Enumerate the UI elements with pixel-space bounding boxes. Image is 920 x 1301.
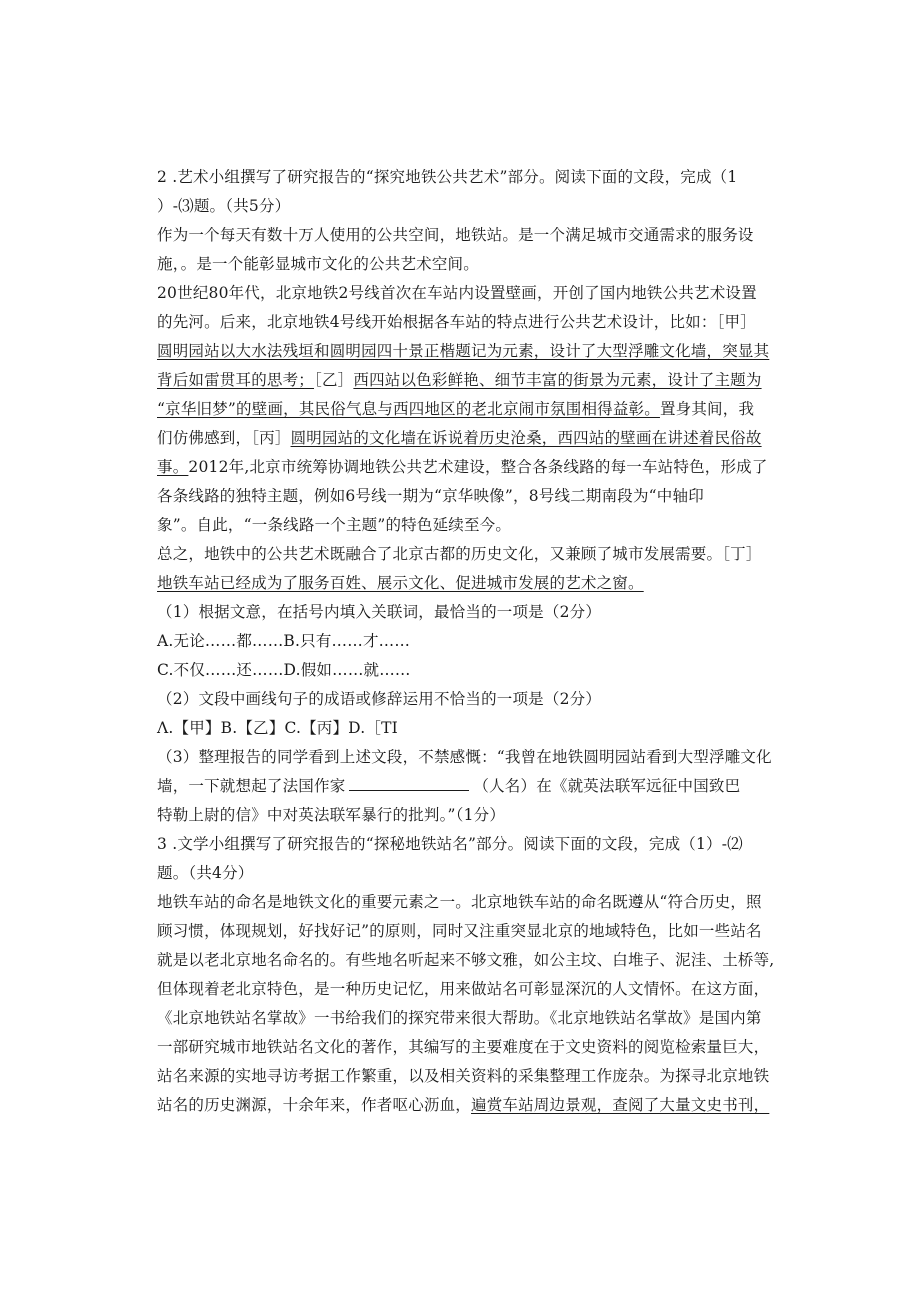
text-segment: 就是以老北京地名命名的。有些地名听起来不够文雅，如公主坟、白堆子、泥洼、土桥等, — [157, 951, 775, 969]
underlined-text: 圆明园站的文化墙在诉说着历史沧桑，西四站的壁画在讲述着民俗故 — [290, 429, 762, 447]
text-line — [157, 511, 769, 540]
answer-blank — [349, 776, 469, 791]
text-segment: 施，。是一个能彰显城市文化的公共艺术空间。 — [157, 255, 479, 273]
text-segment: 3 .文学小组撰写了研究报告的“探秘地铁站名”部分。阅读下面的文段，完成（1）-⑵ — [157, 835, 743, 853]
text-segment: 置身其间，我 — [659, 400, 755, 418]
text-line — [157, 366, 769, 395]
text-line — [157, 569, 769, 598]
underlined-text: “京华旧梦”的壁画，其民俗气息与西四地区的老北京闹市氛围相得益彰。 — [157, 400, 660, 418]
text-segment: 顾习惯，体现规划，好找好记”的原则，同时又注重突显北京的地域特色，比如一些站名 — [157, 922, 762, 940]
text-segment: （2）文段中画线句子的成语或修辞运用不恰当的一项是（2分） — [157, 690, 602, 708]
text-line — [157, 801, 769, 830]
text-line — [157, 163, 769, 192]
underlined-text: 遍赏车站周边景观，查阅了大量文史书刊， — [471, 1096, 770, 1114]
text-line — [157, 685, 769, 714]
text-line — [157, 830, 769, 859]
text-segment: 的先河。后来，北京地铁4号线开始根据各车站的特点进行公共艺术设计，比如：［甲］ — [157, 313, 756, 331]
underlined-text: 背后如雷贯耳的思考； — [157, 371, 315, 389]
text-line — [157, 1033, 769, 1062]
text-segment: （人名）在《就英法联军远征中国致巴 — [473, 777, 741, 795]
text-line — [157, 221, 769, 250]
text-segment: 墙，一下就想起了法国作家 — [157, 777, 346, 795]
text-segment: C.不仅……还……D.假如……就…… — [157, 661, 411, 679]
text-line — [157, 917, 769, 946]
text-line — [157, 598, 769, 627]
text-segment: 但体现着老北京特色，是一种历史记忆，用来做站名可彰显深沉的人文情怀。在这方面， — [157, 980, 770, 998]
text-line — [157, 482, 769, 511]
text-line — [157, 453, 769, 482]
text-line — [157, 743, 772, 772]
text-segment: A.无论……都……B.只有……才…… — [157, 632, 411, 650]
underlined-text: 地铁车站已经成为了服务百姓、展示文化、促进城市发展的艺术之窗。 — [157, 574, 644, 592]
underlined-text: 西四站以色彩鲜艳、细节丰富的街景为元素，设计了主题为 — [353, 371, 762, 389]
text-segment: 题。（共4分） — [157, 864, 254, 882]
text-line — [157, 627, 769, 656]
text-line — [157, 975, 769, 1004]
text-segment: Λ.【甲】B.【乙】C.【丙】D.［TI — [157, 719, 398, 737]
text-line — [157, 424, 769, 453]
text-segment: （3）整理报告的同学看到上述文段，不禁感慨：“我曾在地铁圆明园站看到大型浮雕文化 — [157, 748, 772, 766]
underlined-text: 圆明园站以大水法残垣和圆明园四十景正楷题记为元素，设计了大型浮雕文化墙，突显其 — [157, 342, 770, 360]
text-segment: 们仿佛感到，［丙］ — [157, 429, 291, 447]
text-line — [157, 772, 769, 801]
text-line — [157, 656, 769, 685]
text-segment: 各条线路的独特主题，例如6号线一期为“京华映像”，8号线二期南段为“中轴印 — [157, 487, 704, 505]
text-line — [157, 192, 769, 221]
text-line — [157, 714, 769, 743]
text-line — [157, 250, 769, 279]
text-segment: 象”。自此，“一条线路一个主题”的特色延续至今。 — [157, 516, 512, 534]
text-segment: 站名来源的实地寻访考据工作繁重，以及相关资料的采集整理工作庞杂。为探寻北京地铁 — [157, 1067, 770, 1085]
text-segment: ）-⑶题。（共5分） — [157, 197, 291, 215]
text-line — [157, 1004, 769, 1033]
text-line — [157, 946, 775, 975]
text-segment: 2012年,北京市统筹协调地铁公共艺术建设，整合各条线路的每一车站特色，形成了 — [188, 458, 768, 476]
text-segment: 一部研究城市地铁站名文化的著作，其编写的主要难度在于文史资料的阅览检索量巨大， — [157, 1038, 770, 1056]
text-line — [157, 308, 769, 337]
text-line — [157, 1062, 769, 1091]
text-line — [157, 395, 769, 424]
text-line — [157, 859, 769, 888]
text-line — [157, 888, 769, 917]
underlined-text: 事。 — [157, 458, 189, 476]
text-segment: 《北京地铁站名掌故》一书给我们的探究带来很大帮助。《北京地铁站名掌故》是国内第 — [157, 1009, 762, 1027]
text-line — [157, 540, 769, 569]
text-line — [157, 1091, 769, 1120]
text-segment: 站名的历史渊源，十余年来，作者呕心沥血， — [157, 1096, 472, 1114]
text-segment: ［乙］ — [314, 371, 354, 389]
document-body — [157, 163, 775, 1120]
text-segment: 2 .艺术小组撰写了研究报告的“探究地铁公共艺术”部分。阅读下面的文段，完成（1 — [157, 168, 738, 186]
text-segment: （1）根据文意，在括号内填入关联词，最恰当的一项是（2分） — [157, 603, 602, 621]
text-line — [157, 337, 769, 366]
text-segment: 总之，地铁中的公共艺术既融合了北京古都的历史文化，又兼顾了城市发展需要。［丁］ — [157, 545, 762, 563]
text-segment: 作为一个每天有数十万人使用的公共空间，地铁站。是一个满足城市交通需求的服务设 — [157, 226, 754, 244]
text-line — [157, 279, 769, 308]
text-segment: 地铁车站的命名是地铁文化的重要元素之一。北京地铁车站的命名既遵从“符合历史，照 — [157, 893, 762, 911]
text-segment: 特勒上尉的信》中对英法联军暴行的批判。”（1分） — [157, 806, 506, 824]
text-segment: 20世纪80年代，北京地铁2号线首次在车站内设置壁画，开创了国内地铁公共艺术设置 — [157, 284, 757, 302]
